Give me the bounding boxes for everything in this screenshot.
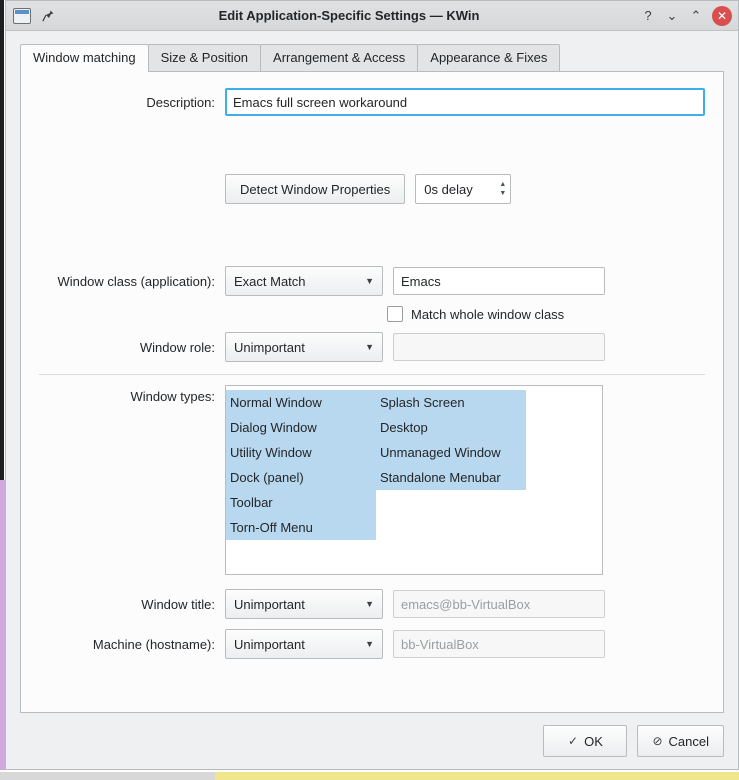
section-divider — [39, 374, 705, 375]
chevron-down-icon: ▼ — [365, 639, 374, 649]
window-title-label: Window title: — [141, 596, 215, 612]
tab-arrangement-access[interactable]: Arrangement & Access — [260, 44, 418, 71]
list-item[interactable]: Unmanaged Window — [376, 440, 526, 465]
description-label: Description: — [146, 94, 215, 110]
close-icon[interactable]: ✕ — [712, 6, 732, 26]
match-whole-class-label: Match whole window class — [411, 306, 565, 322]
spinbox-arrows-icon[interactable]: ▲ ▼ — [499, 181, 507, 197]
window-class-match-value: Exact Match — [234, 273, 306, 289]
match-whole-class-checkbox[interactable] — [387, 306, 403, 322]
window-class-input[interactable] — [393, 267, 605, 295]
list-item[interactable]: Splash Screen — [376, 390, 526, 415]
tab-window-matching[interactable]: Window matching — [20, 44, 149, 71]
window-matching-panel — [20, 71, 724, 713]
machine-input[interactable] — [393, 630, 605, 658]
window-title-match-combo[interactable] — [225, 589, 383, 619]
title-bar — [6, 1, 738, 31]
kwin-rules-dialog — [5, 0, 739, 770]
list-item[interactable]: Utility Window — [226, 440, 376, 465]
tab-appearance-fixes[interactable]: Appearance & Fixes — [417, 44, 560, 71]
window-types-listbox[interactable] — [225, 385, 603, 575]
window-icon[interactable] — [12, 6, 32, 26]
window-title-input[interactable] — [393, 590, 605, 618]
match-whole-class-row — [39, 306, 705, 322]
window-class-row — [39, 266, 705, 296]
window-types-row — [39, 385, 705, 575]
window-role-match-combo[interactable] — [225, 332, 383, 362]
window-types-column-2 — [376, 386, 526, 574]
machine-label: Machine (hostname): — [92, 636, 215, 652]
window-role-label: Window role: — [139, 339, 215, 355]
window-class-match-combo[interactable] — [225, 266, 383, 296]
list-item[interactable]: Normal Window — [226, 390, 376, 415]
check-icon: ✓ — [568, 734, 579, 748]
minimize-icon[interactable]: ⌄ — [666, 8, 678, 23]
desktop-bottom-highlight — [215, 772, 739, 780]
list-item[interactable]: Standalone Menubar — [376, 465, 526, 490]
detect-delay-spinbox[interactable] — [415, 174, 511, 204]
desktop-edge-strip-dark — [0, 0, 4, 480]
ok-button-label: OK — [584, 733, 603, 749]
detect-row — [39, 174, 705, 204]
list-item[interactable]: Toolbar — [226, 490, 376, 515]
dialog-footer — [6, 713, 738, 769]
list-item[interactable]: Desktop — [376, 415, 526, 440]
tab-size-position[interactable]: Size & Position — [148, 44, 261, 71]
machine-match-combo[interactable] — [225, 629, 383, 659]
machine-match-value: Unimportant — [234, 636, 305, 652]
detect-window-properties-button[interactable]: Detect Window Properties — [225, 174, 405, 204]
description-row — [39, 88, 705, 116]
machine-row — [39, 629, 705, 659]
window-title-match-value: Unimportant — [234, 596, 305, 612]
description-input[interactable] — [225, 88, 705, 116]
window-role-match-value: Unimportant — [234, 339, 305, 355]
list-item[interactable]: Dialog Window — [226, 415, 376, 440]
window-types-column-1 — [226, 386, 376, 574]
list-item[interactable]: Dock (panel) — [226, 465, 376, 490]
detect-delay-value: 0s delay — [424, 181, 473, 197]
tab-bar — [20, 43, 724, 71]
pin-icon[interactable] — [38, 6, 58, 26]
maximize-icon[interactable]: ⌃ — [690, 8, 702, 23]
ok-button[interactable] — [543, 725, 627, 757]
chevron-down-icon: ▼ — [365, 599, 374, 609]
chevron-down-icon: ▼ — [365, 276, 374, 286]
list-item[interactable]: Torn-Off Menu — [226, 515, 376, 540]
dialog-content — [6, 31, 738, 713]
desktop-bottom-strip — [0, 772, 215, 780]
chevron-down-icon: ▼ — [365, 342, 374, 352]
window-types-label: Window types: — [130, 389, 215, 404]
window-title-row — [39, 589, 705, 619]
window-role-input[interactable] — [393, 333, 605, 361]
cancel-button-label: Cancel — [668, 733, 709, 749]
cancel-button[interactable] — [637, 725, 724, 757]
help-icon[interactable]: ? — [644, 8, 652, 23]
cancel-icon: ⊘ — [652, 734, 663, 748]
window-class-label: Window class (application): — [57, 273, 215, 289]
window-role-row — [39, 332, 705, 362]
window-title: Edit Application-Specific Settings — KWin — [218, 8, 480, 23]
